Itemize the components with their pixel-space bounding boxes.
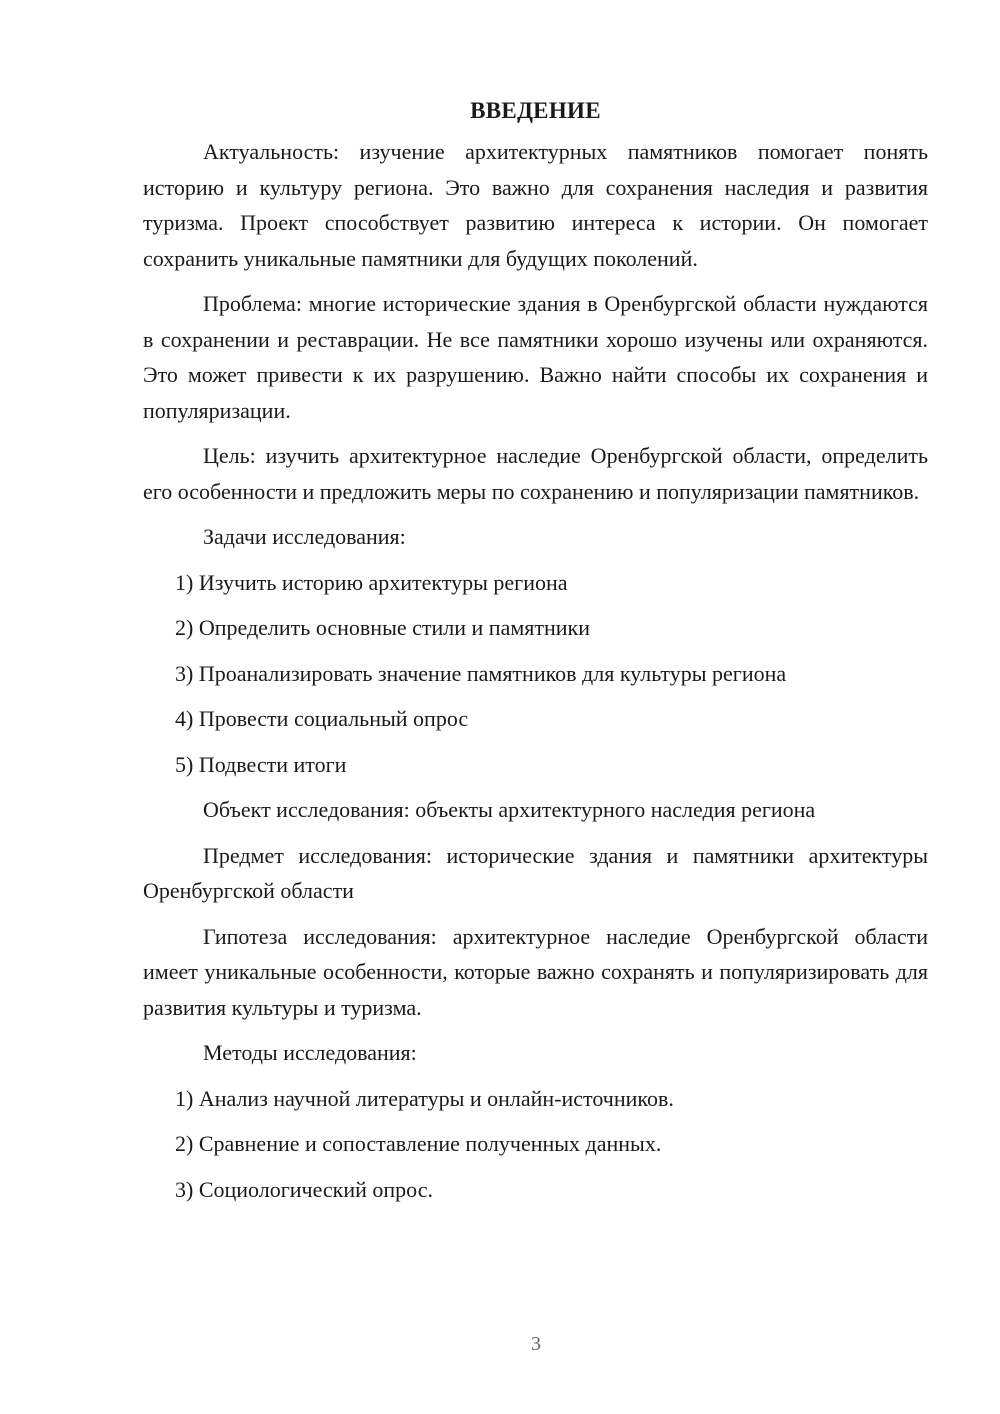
- tasks-title: Задачи исследования:: [203, 524, 406, 549]
- list-item: 3) Проанализировать значение памятников для культуры региона: [175, 660, 787, 686]
- page-number: 3: [531, 1333, 541, 1355]
- goal-paragraph: Цель: изучить архитектурное наследие Оренбургской области, определить его особенности и предложить меры по сохранению и популяризации памятников.: [143, 443, 928, 504]
- list-item: 4) Провести социальный опрос: [175, 706, 469, 731]
- section-heading: ВВЕДЕНИЕ: [470, 98, 601, 123]
- methods-title: Методы исследования:: [203, 1040, 417, 1065]
- object-line: Объект исследования: объекты архитектурного наследия региона: [203, 797, 816, 822]
- list-item: 2) Определить основные стили и памятники: [175, 615, 590, 640]
- page-content: [143, 93, 928, 1217]
- problem-paragraph: Проблема: многие исторические здания в Оренбургской области нуждаются в сохранении и реставрации. Не все памятники хорошо изучены или охраняются. Это может привести к их разрушению. Важно найти способы их сохранения и популяризации.: [143, 291, 928, 423]
- list-item: 2) Сравнение и сопоставление полученных данных.: [175, 1131, 662, 1156]
- tasks-list: [143, 565, 928, 783]
- list-item: 3) Социологический опрос.: [175, 1176, 433, 1202]
- list-item: 1) Изучить историю архитектуры региона: [175, 569, 568, 595]
- list-item: 1) Анализ научной литературы и онлайн-источников.: [175, 1085, 674, 1111]
- methods-list: [143, 1081, 928, 1208]
- hypothesis-paragraph: Гипотеза исследования: архитектурное наследие Оренбургской области имеет уникальные особенности, которые важно сохранять и популяризировать для развития культуры и туризма.: [143, 923, 928, 1020]
- list-item: 5) Подвести итоги: [175, 751, 347, 777]
- subject-paragraph: Предмет исследования: исторические здания и памятники архитектуры Оренбургской области: [143, 842, 928, 903]
- relevance-paragraph: Актуальность: изучение архитектурных памятников помогает понять историю и культуру региона. Это важно для сохранения наследия и развития туризма. Проект способствует развитию интереса к истории. Он помогает сохранить уникальные памятники для будущих поколений.: [143, 139, 928, 271]
